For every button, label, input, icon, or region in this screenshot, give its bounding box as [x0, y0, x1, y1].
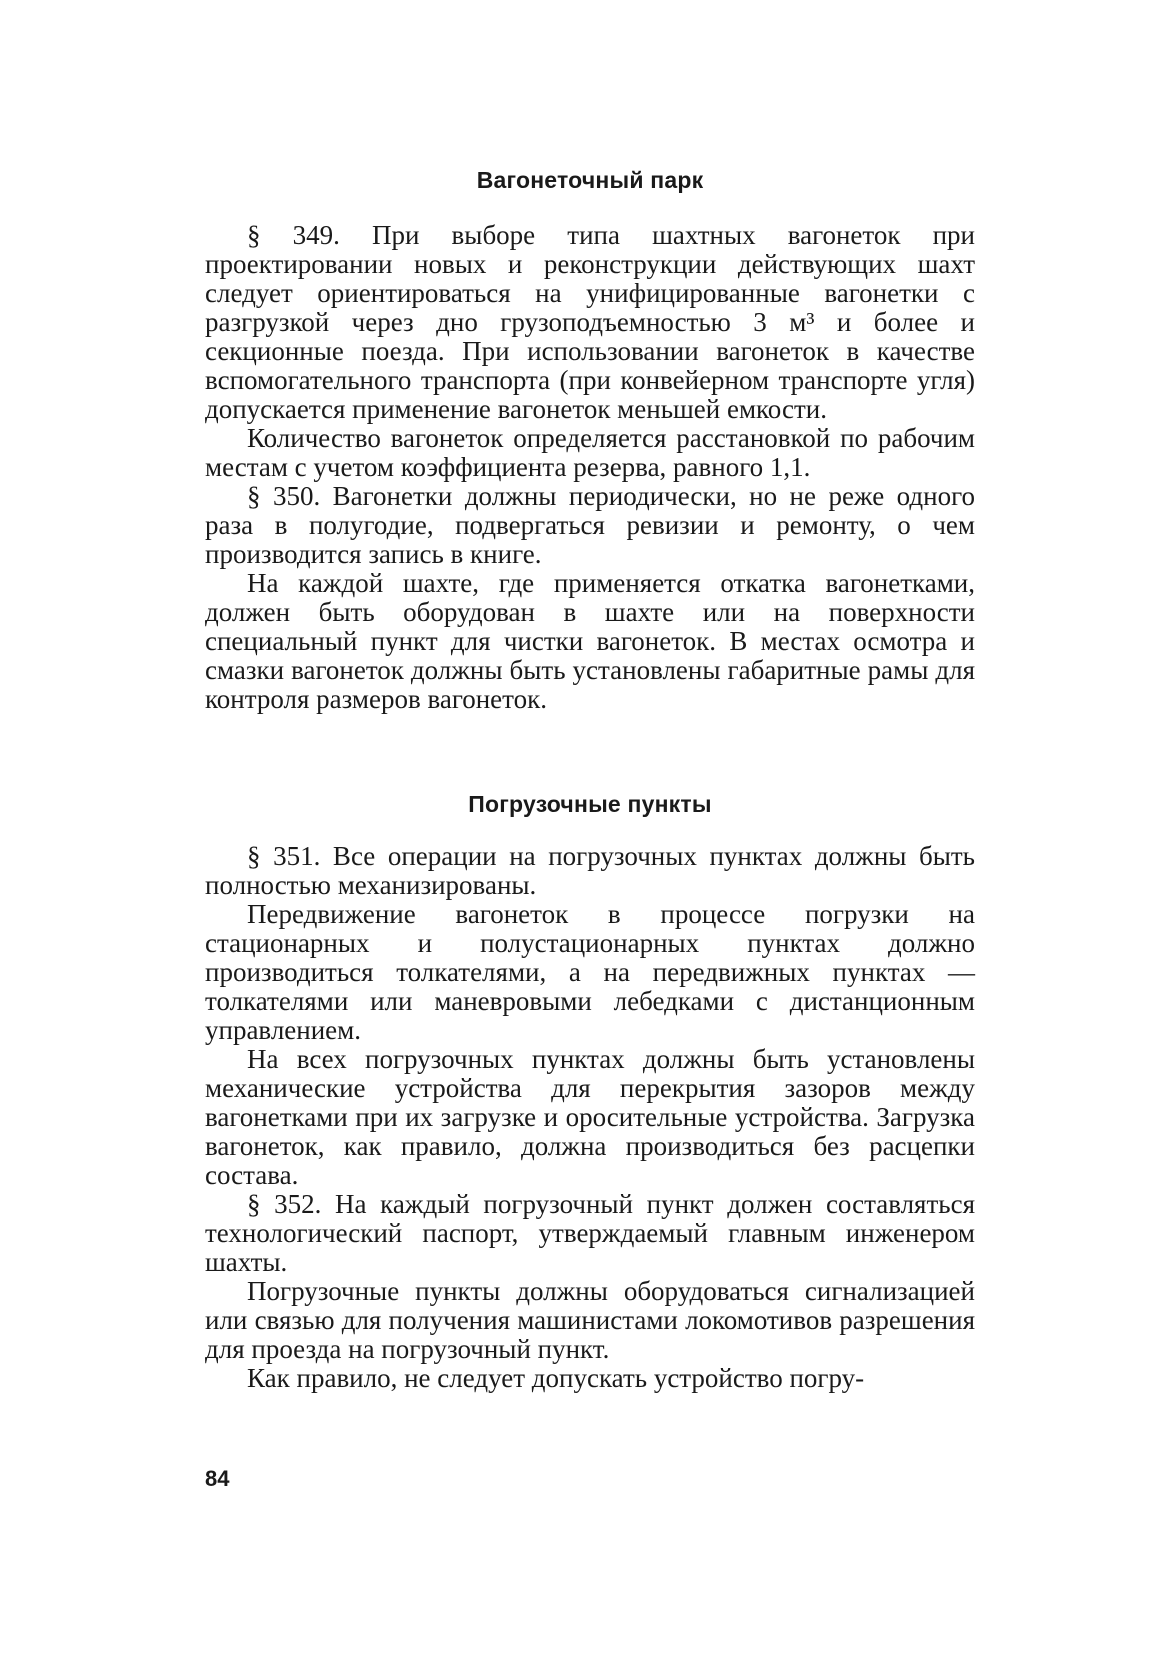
- section-body-loading-points: [205, 842, 975, 1393]
- section-title: Погрузочные пункты: [468, 791, 712, 817]
- section-heading-wagon-park: [205, 166, 975, 195]
- paragraph-350: § 350. Вагонетки должны периодически, но не реже одного раза в полугодие, подвергаться ревизии и ремонту, о чем производится запись в книге.: [205, 481, 975, 569]
- page-number: 84: [205, 1466, 230, 1491]
- section-body-wagon-park: [205, 221, 975, 714]
- paragraph-pushers: Передвижение вагонеток в процессе погрузки на стационарных и полустационарных пунктах должно производиться толкателями, а на передвижных пунктах — толкателями или маневровыми лебедками с дистанционным управлением.: [205, 899, 975, 1045]
- paragraph-cleaning-point: На каждой шахте, где применяется откатка вагонетками, должен быть оборудован в шахте или на поверхности специальный пункт для чистки вагонеток. В местах осмотра и смазки вагонеток должны быть установлены габаритные рамы для контроля размеров вагонеток.: [205, 568, 975, 714]
- paragraph-gap-covers: На всех погрузочных пунктах должны быть установлены механические устройства для перекрытия зазоров между вагонетками при их загрузке и оросительные устройства. Загрузка вагонеток, как правило, должна производиться без расцепки состава.: [205, 1044, 975, 1190]
- paragraph-351: § 351. Все операции на погрузочных пунктах должны быть полностью механизированы.: [205, 841, 975, 900]
- paragraph-349: § 349. При выборе типа шахтных вагонеток при проектировании новых и реконструкции действующих шахт следует ориентироваться на унифицированные вагонетки с разгрузкой через дно грузоподъемностью 3 м³ и более и секционные поезда. При использовании вагонеток в качестве вспомогательного транспорта (при конвейерном транспорте угля) допускается применение вагонеток меньшей емкости.: [205, 220, 975, 424]
- section-title: Вагонеточный парк: [476, 167, 704, 193]
- paragraph-352: § 352. На каждый погрузочный пункт должен составляться технологический паспорт, утверждаемый главным инженером шахты.: [205, 1189, 975, 1277]
- section-heading-loading-points: [205, 790, 975, 819]
- paragraph-signaling: Погрузочные пункты должны оборудоваться сигнализацией или связью для получения машинистами локомотивов разрешения для проезда на погрузочный пункт.: [205, 1276, 975, 1364]
- paragraph-continued: Как правило, не следует допускать устройство погру-: [247, 1363, 865, 1393]
- paragraph-reserve: Количество вагонеток определяется расстановкой по рабочим местам с учетом коэффициента резерва, равного 1,1.: [205, 423, 975, 482]
